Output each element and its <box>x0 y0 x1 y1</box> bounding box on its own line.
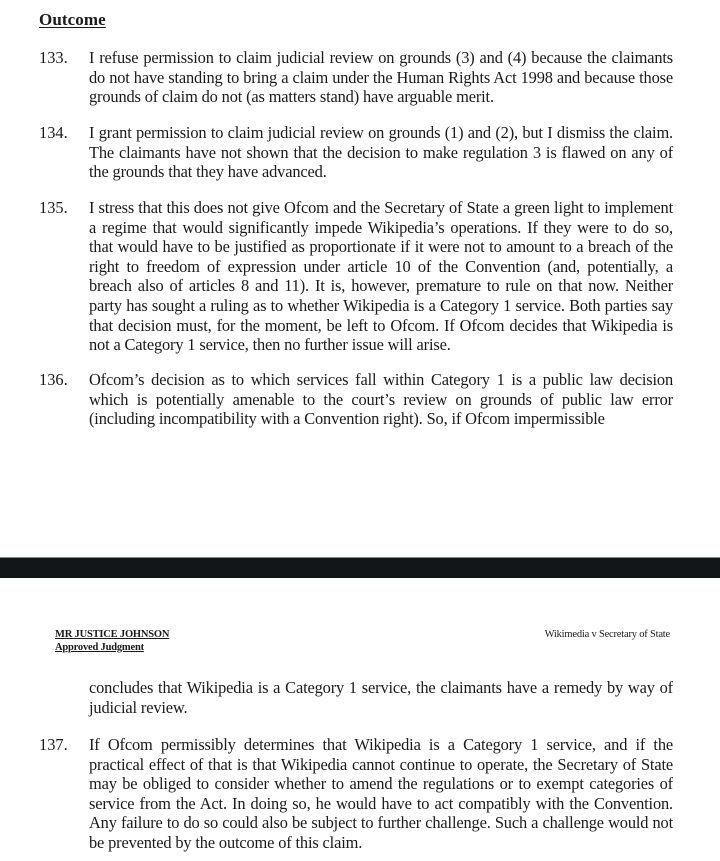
paragraph-134 <box>39 123 673 182</box>
section-heading-outcome: Outcome <box>39 10 106 29</box>
paragraph-133 <box>39 48 673 107</box>
paragraph-text: If Ofcom permissibly determines that Wikipedia is a Category 1 service, and if the practical effect of that is that Wikipedia cannot continue to operate, the Secretary of State may be obliged to consider whether to amend the regulations or to exempt categories of service from the Act. In doing so, he would have to act compatibly with the Convention. Any failure to do so could also be subject to further challenge. Such a challenge would not be prevented by the outcome of this claim. <box>89 735 673 852</box>
paragraph-text: I stress that this does not give Ofcom and the Secretary of State a green light to implement a regime that would significantly impede Wikipedia’s operations. If they were to do so, that would have to be justified as proportionate if it were not to amount to a breach of the right to freedom of expression under article 10 of the Convention (and, potentially, a breach also of articles 8 and 11). It is, however, premature to rule on that now. Neither party has sought a ruling as to whether Wikipedia is a Category 1 service. Both parties say that decision must, for the moment, be left to Ofcom. If Ofcom decides that Wikipedia is not a Category 1 service, then no further issue will arise. <box>89 198 673 355</box>
paragraph-number: 135. <box>39 198 68 217</box>
document-type: Approved Judgment <box>55 642 144 653</box>
paragraph-text: Ofcom’s decision as to which services fall within Category 1 is a public law decision which is potentially amenable to the court’s review on grounds of public law error (including incompatibility with a Convention right). So, if Ofcom impermissible <box>89 370 673 429</box>
paragraph-number: 134. <box>39 123 68 142</box>
paragraph-text: I grant permission to claim judicial review on grounds (1) and (2), but I dismiss the claim. The claimants have not shown that the decision to make regulation 3 is flawed on any of the grounds that they have advanced. <box>89 123 673 182</box>
paragraph-137 <box>39 735 673 853</box>
paragraph-number: 136. <box>39 370 68 389</box>
running-header-left <box>55 628 169 654</box>
judge-name: MR JUSTICE JOHNSON <box>55 629 170 640</box>
paragraph-text: I refuse permission to claim judicial review on grounds (3) and (4) because the claimants do not have standing to bring a claim under the Human Rights Act 1998 and because those grounds of claim do not (as matters stand) have arguable merit. <box>89 48 673 107</box>
page-separator <box>0 557 720 578</box>
paragraph-number: 133. <box>39 48 68 67</box>
paragraph-135 <box>39 198 673 355</box>
paragraph-136-continuation: concludes that Wikipedia is a Category 1 service, the claimants have a remedy by way of judicial review. <box>89 678 673 717</box>
paragraph-136 <box>39 370 673 429</box>
case-name: Wikimedia v Secretary of State <box>544 629 670 640</box>
document-page-2 <box>0 578 720 861</box>
paragraph-number: 137. <box>39 735 68 754</box>
